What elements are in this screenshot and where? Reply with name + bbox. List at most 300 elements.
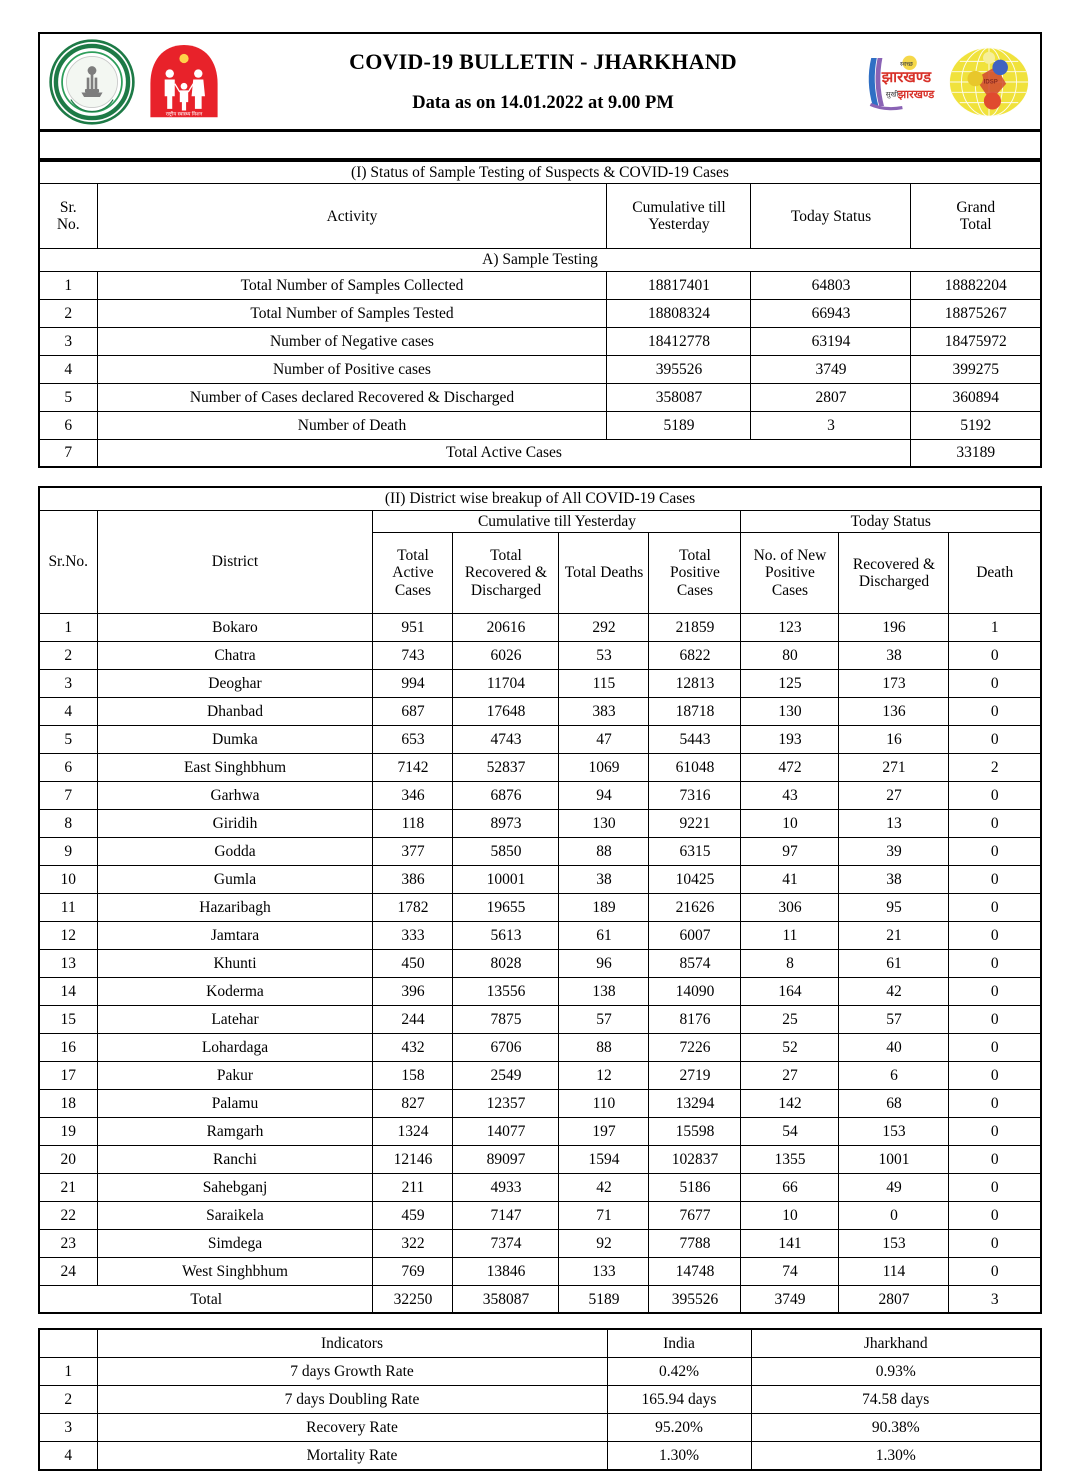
active-row-sr: 7 (39, 439, 97, 467)
table-row (39, 411, 1041, 439)
col-sr-line2: No. (56, 216, 80, 234)
district-today-death: 0 (949, 865, 1041, 893)
district-positive: 18718 (649, 697, 741, 725)
district-active: 211 (373, 1173, 453, 1201)
district-sr: 11 (39, 893, 97, 921)
district-sr: 21 (39, 1173, 97, 1201)
district-recovered: 10001 (453, 865, 559, 893)
district-active: 12146 (373, 1145, 453, 1173)
table-row (39, 327, 1041, 355)
row-cumulative: 5189 (607, 411, 751, 439)
col-jharkhand: Jharkhand (751, 1329, 1041, 1358)
district-today-death: 0 (949, 1145, 1041, 1173)
district-today-death: 0 (949, 1117, 1041, 1145)
district-active: 322 (373, 1229, 453, 1257)
district-today-recovered: 61 (839, 949, 949, 977)
col-indicators: Indicators (97, 1329, 607, 1358)
district-new-positive: 193 (741, 725, 839, 753)
col-sr-line1: Sr. (59, 199, 77, 216)
district-rows (39, 613, 1041, 1285)
indicators-header-row (39, 1329, 1041, 1358)
district-positive: 7316 (649, 781, 741, 809)
header-spacer (38, 132, 1042, 160)
district-today-death: 0 (949, 669, 1041, 697)
indicators-sr-header (39, 1329, 97, 1358)
section2-banner: (II) District wise breakup of All COVID-19 Cases (39, 487, 1041, 510)
subsection-sample-testing-row (39, 249, 1041, 271)
district-today-recovered: 6 (839, 1061, 949, 1089)
district-active: 377 (373, 837, 453, 865)
district-today-death: 0 (949, 1061, 1041, 1089)
row-grand: 18882204 (911, 271, 1041, 299)
district-sr: 6 (39, 753, 97, 781)
district-recovered: 11704 (453, 669, 559, 697)
row-sr: 5 (39, 383, 97, 411)
district-recovered: 6706 (453, 1033, 559, 1061)
district-recovered: 14077 (453, 1117, 559, 1145)
table-row (39, 1358, 1041, 1386)
district-active: 346 (373, 781, 453, 809)
section-gap-1 (38, 468, 1042, 486)
district-recovered: 2549 (453, 1061, 559, 1089)
table-row (39, 383, 1041, 411)
header-titles (226, 49, 860, 114)
district-sr: 16 (39, 1033, 97, 1061)
row-grand: 5192 (911, 411, 1041, 439)
indicator-name: 7 days Doubling Rate (97, 1386, 607, 1414)
svg-text:IDSP: IDSP (983, 79, 998, 86)
indicators-table (38, 1328, 1042, 1471)
district-deaths: 96 (559, 949, 649, 977)
indicator-jharkhand: 90.38% (751, 1414, 1041, 1442)
district-deaths: 197 (559, 1117, 649, 1145)
district-new-positive: 1355 (741, 1145, 839, 1173)
district-active: 1324 (373, 1117, 453, 1145)
table-row (39, 1005, 1041, 1033)
district-deaths: 1069 (559, 753, 649, 781)
district-new-positive: 141 (741, 1229, 839, 1257)
district-sr: 1 (39, 613, 97, 641)
district-active: 386 (373, 865, 453, 893)
table-row (39, 1386, 1041, 1414)
jharkhand-government-emblem-logo (48, 38, 136, 126)
district-sr: 18 (39, 1089, 97, 1117)
district-total-row (39, 1285, 1041, 1313)
district-positive: 10425 (649, 865, 741, 893)
district-today-recovered: 68 (839, 1089, 949, 1117)
district-today-death: 0 (949, 781, 1041, 809)
district-name: Ramgarh (97, 1117, 373, 1145)
active-row-label: Total Active Cases (97, 439, 911, 467)
district-active: 244 (373, 1005, 453, 1033)
district-today-death: 0 (949, 977, 1041, 1005)
district-sr: 19 (39, 1117, 97, 1145)
indicator-jharkhand: 74.58 days (751, 1386, 1041, 1414)
row-today: 3749 (751, 355, 911, 383)
district-positive: 7788 (649, 1229, 741, 1257)
indicator-india: 165.94 days (607, 1386, 751, 1414)
district-recovered: 20616 (453, 613, 559, 641)
district-deaths: 42 (559, 1173, 649, 1201)
svg-text:झारखण्ड: झारखण्ड (881, 68, 932, 86)
indicator-india: 1.30% (607, 1442, 751, 1471)
district-new-positive: 27 (741, 1061, 839, 1089)
district-recovered: 13556 (453, 977, 559, 1005)
row-activity: Total Number of Samples Collected (97, 271, 607, 299)
table-row (39, 1145, 1041, 1173)
globe-network-logo (946, 39, 1032, 125)
total-label: Total (39, 1285, 373, 1313)
district-recovered: 89097 (453, 1145, 559, 1173)
district-deaths: 61 (559, 921, 649, 949)
district-new-positive: 11 (741, 921, 839, 949)
district-today-death: 2 (949, 753, 1041, 781)
svg-text:राष्ट्रीय स्वास्थ्य मिशन: राष्ट्रीय स्वास्थ्य मिशन (165, 111, 203, 118)
district-new-positive: 10 (741, 1201, 839, 1229)
row-today: 63194 (751, 327, 911, 355)
district-deaths: 1594 (559, 1145, 649, 1173)
district-active: 1782 (373, 893, 453, 921)
swachh-jharkhand-logo (860, 42, 940, 122)
district-name: Dhanbad (97, 697, 373, 725)
col-cumulative (607, 184, 751, 249)
district-recovered: 7147 (453, 1201, 559, 1229)
district-active: 951 (373, 613, 453, 641)
table-row (39, 1414, 1041, 1442)
district-deaths: 383 (559, 697, 649, 725)
indicator-india: 95.20% (607, 1414, 751, 1442)
indicator-sr: 4 (39, 1442, 97, 1471)
district-sr: 23 (39, 1229, 97, 1257)
district-positive: 6007 (649, 921, 741, 949)
district-today-recovered: 39 (839, 837, 949, 865)
row-activity: Number of Negative cases (97, 327, 607, 355)
table-row (39, 1257, 1041, 1285)
district-new-positive: 54 (741, 1117, 839, 1145)
district-deaths: 92 (559, 1229, 649, 1257)
district-deaths: 292 (559, 613, 649, 641)
district-active: 450 (373, 949, 453, 977)
table-row (39, 1117, 1041, 1145)
district-today-death: 0 (949, 1201, 1041, 1229)
table-row (39, 949, 1041, 977)
district-sr: 15 (39, 1005, 97, 1033)
district-deaths: 138 (559, 977, 649, 1005)
table-row (39, 613, 1041, 641)
district-new-positive: 8 (741, 949, 839, 977)
total-active: 32250 (373, 1285, 453, 1313)
district-deaths: 94 (559, 781, 649, 809)
row-today: 64803 (751, 271, 911, 299)
col-grand-line1: Grand (956, 199, 996, 216)
table-row (39, 1173, 1041, 1201)
document-body (38, 32, 1042, 1471)
section1-banner-row (39, 161, 1041, 184)
district-active: 687 (373, 697, 453, 725)
district-today-recovered: 42 (839, 977, 949, 1005)
table-row (39, 893, 1041, 921)
row-cumulative: 18412778 (607, 327, 751, 355)
district-today-recovered: 38 (839, 641, 949, 669)
district-recovered: 6026 (453, 641, 559, 669)
total-positive: 395526 (649, 1285, 741, 1313)
district-positive: 5443 (649, 725, 741, 753)
district-deaths: 47 (559, 725, 649, 753)
indicator-sr: 2 (39, 1386, 97, 1414)
table-row (39, 781, 1041, 809)
document-header (38, 32, 1042, 132)
table-row (39, 697, 1041, 725)
district-deaths: 12 (559, 1061, 649, 1089)
district-deaths: 115 (559, 669, 649, 697)
row-today: 3 (751, 411, 911, 439)
district-today-recovered: 16 (839, 725, 949, 753)
table-row (39, 271, 1041, 299)
district-new-positive: 164 (741, 977, 839, 1005)
district-today-recovered: 153 (839, 1117, 949, 1145)
indicator-jharkhand: 1.30% (751, 1442, 1041, 1471)
district-name: Simdega (97, 1229, 373, 1257)
district-today-death: 1 (949, 613, 1041, 641)
table-row (39, 1033, 1041, 1061)
district-sr: 9 (39, 837, 97, 865)
col-dist-district: District (97, 510, 373, 613)
district-recovered: 5850 (453, 837, 559, 865)
section2-group-header-row (39, 510, 1041, 532)
table-row (39, 725, 1041, 753)
district-today-death: 0 (949, 1257, 1041, 1285)
district-name: Bokaro (97, 613, 373, 641)
district-deaths: 71 (559, 1201, 649, 1229)
total-deaths: 5189 (559, 1285, 649, 1313)
left-logo-group (48, 38, 226, 126)
table-row (39, 669, 1041, 697)
district-today-recovered: 0 (839, 1201, 949, 1229)
district-today-recovered: 57 (839, 1005, 949, 1033)
district-today-recovered: 153 (839, 1229, 949, 1257)
table-row (39, 1089, 1041, 1117)
district-positive: 2719 (649, 1061, 741, 1089)
table-row (39, 809, 1041, 837)
district-positive: 6315 (649, 837, 741, 865)
district-name: West Singhbhum (97, 1257, 373, 1285)
district-name: Khunti (97, 949, 373, 977)
table-row (39, 753, 1041, 781)
total-recovered: 358087 (453, 1285, 559, 1313)
district-positive: 7677 (649, 1201, 741, 1229)
district-sr: 17 (39, 1061, 97, 1089)
district-active: 769 (373, 1257, 453, 1285)
district-today-death: 0 (949, 893, 1041, 921)
district-new-positive: 10 (741, 809, 839, 837)
district-today-death: 0 (949, 837, 1041, 865)
district-sr: 10 (39, 865, 97, 893)
district-sr: 24 (39, 1257, 97, 1285)
district-deaths: 189 (559, 893, 649, 921)
district-deaths: 57 (559, 1005, 649, 1033)
district-positive: 13294 (649, 1089, 741, 1117)
district-recovered: 8973 (453, 809, 559, 837)
district-name: Dumka (97, 725, 373, 753)
district-sr: 12 (39, 921, 97, 949)
district-recovered: 8028 (453, 949, 559, 977)
district-new-positive: 97 (741, 837, 839, 865)
district-name: Chatra (97, 641, 373, 669)
district-active: 432 (373, 1033, 453, 1061)
district-sr: 13 (39, 949, 97, 977)
district-name: Koderma (97, 977, 373, 1005)
sample-testing-rows (39, 271, 1041, 439)
group-today-status: Today Status (741, 510, 1041, 532)
district-sr: 22 (39, 1201, 97, 1229)
district-sr: 5 (39, 725, 97, 753)
col-today-death: Death (949, 532, 1041, 613)
sample-testing-table (38, 160, 1042, 468)
row-sr: 2 (39, 299, 97, 327)
svg-text:सुखी: सुखी (885, 88, 899, 98)
indicator-name: Recovery Rate (97, 1414, 607, 1442)
district-sr: 14 (39, 977, 97, 1005)
table-row (39, 1442, 1041, 1471)
col-grand-line2: Total (959, 216, 992, 234)
district-active: 459 (373, 1201, 453, 1229)
district-today-recovered: 95 (839, 893, 949, 921)
district-new-positive: 123 (741, 613, 839, 641)
district-recovered: 52837 (453, 753, 559, 781)
row-grand: 399275 (911, 355, 1041, 383)
district-positive: 8574 (649, 949, 741, 977)
district-deaths: 110 (559, 1089, 649, 1117)
indicator-india: 0.42% (607, 1358, 751, 1386)
col-grand-total (911, 184, 1041, 249)
indicator-sr: 3 (39, 1414, 97, 1442)
data-timestamp: Data as on 14.01.2022 at 9.00 PM (412, 93, 674, 113)
district-today-death: 0 (949, 921, 1041, 949)
district-today-death: 0 (949, 1173, 1041, 1201)
district-name: Latehar (97, 1005, 373, 1033)
district-recovered: 12357 (453, 1089, 559, 1117)
district-active: 7142 (373, 753, 453, 781)
district-positive: 12813 (649, 669, 741, 697)
svg-text:झारखण्ड: झारखण्ड (897, 88, 935, 101)
section-gap-2 (38, 1314, 1042, 1328)
district-name: Ranchi (97, 1145, 373, 1173)
district-positive: 6822 (649, 641, 741, 669)
district-deaths: 38 (559, 865, 649, 893)
col-cumulative-line2: Yesterday (648, 216, 710, 234)
district-deaths: 133 (559, 1257, 649, 1285)
row-today: 2807 (751, 383, 911, 411)
district-name: Garhwa (97, 781, 373, 809)
district-deaths: 88 (559, 1033, 649, 1061)
row-activity: Number of Death (97, 411, 607, 439)
row-cumulative: 358087 (607, 383, 751, 411)
district-today-recovered: 40 (839, 1033, 949, 1061)
row-grand: 18475972 (911, 327, 1041, 355)
table-row (39, 977, 1041, 1005)
row-sr: 6 (39, 411, 97, 439)
district-today-death: 0 (949, 1033, 1041, 1061)
active-row-grand: 33189 (911, 439, 1041, 467)
col-today-recovered-discharged: Recovered & Discharged (839, 532, 949, 613)
district-today-recovered: 13 (839, 809, 949, 837)
district-today-recovered: 49 (839, 1173, 949, 1201)
table-row (39, 1229, 1041, 1257)
col-total-positive-cases: Total Positive Cases (649, 532, 741, 613)
district-today-recovered: 21 (839, 921, 949, 949)
page-title: COVID-19 BULLETIN - JHARKHAND (349, 49, 737, 74)
col-total-active-cases: Total Active Cases (373, 532, 453, 613)
district-today-death: 0 (949, 641, 1041, 669)
district-positive: 14090 (649, 977, 741, 1005)
district-today-death: 0 (949, 949, 1041, 977)
col-dist-sr-no: Sr.No. (39, 510, 97, 613)
row-sr: 1 (39, 271, 97, 299)
district-today-recovered: 136 (839, 697, 949, 725)
district-active: 994 (373, 669, 453, 697)
table-row (39, 1061, 1041, 1089)
district-deaths: 130 (559, 809, 649, 837)
district-active: 653 (373, 725, 453, 753)
table-row (39, 837, 1041, 865)
district-new-positive: 80 (741, 641, 839, 669)
svg-text:स्वच्छ: स्वच्छ (899, 60, 913, 68)
district-new-positive: 66 (741, 1173, 839, 1201)
district-new-positive: 74 (741, 1257, 839, 1285)
col-total-recovered-discharged: Total Recovered & Discharged (453, 532, 559, 613)
district-name: Deoghar (97, 669, 373, 697)
district-today-recovered: 196 (839, 613, 949, 641)
district-new-positive: 41 (741, 865, 839, 893)
district-name: Lohardaga (97, 1033, 373, 1061)
total-today-recovered: 2807 (839, 1285, 949, 1313)
district-recovered: 7374 (453, 1229, 559, 1257)
table-row (39, 921, 1041, 949)
district-positive: 14748 (649, 1257, 741, 1285)
table-row (39, 641, 1041, 669)
row-cumulative: 18808324 (607, 299, 751, 327)
district-positive: 15598 (649, 1117, 741, 1145)
district-deaths: 53 (559, 641, 649, 669)
district-positive: 7226 (649, 1033, 741, 1061)
district-positive: 5186 (649, 1173, 741, 1201)
district-recovered: 13846 (453, 1257, 559, 1285)
district-new-positive: 306 (741, 893, 839, 921)
total-new-positive: 3749 (741, 1285, 839, 1313)
row-cumulative: 395526 (607, 355, 751, 383)
district-name: Gumla (97, 865, 373, 893)
district-today-recovered: 114 (839, 1257, 949, 1285)
district-new-positive: 25 (741, 1005, 839, 1033)
district-deaths: 88 (559, 837, 649, 865)
district-breakup-table (38, 486, 1042, 1314)
district-name: East Singhbhum (97, 753, 373, 781)
col-new-positive-cases: No. of New Positive Cases (741, 532, 839, 613)
indicator-rows (39, 1358, 1041, 1471)
total-active-cases-row (39, 439, 1041, 467)
district-recovered: 6876 (453, 781, 559, 809)
indicator-sr: 1 (39, 1358, 97, 1386)
row-activity: Number of Positive cases (97, 355, 607, 383)
district-today-recovered: 271 (839, 753, 949, 781)
total-today-death: 3 (949, 1285, 1041, 1313)
row-cumulative: 18817401 (607, 271, 751, 299)
district-active: 118 (373, 809, 453, 837)
district-name: Giridih (97, 809, 373, 837)
district-active: 158 (373, 1061, 453, 1089)
district-recovered: 5613 (453, 921, 559, 949)
row-activity: Total Number of Samples Tested (97, 299, 607, 327)
